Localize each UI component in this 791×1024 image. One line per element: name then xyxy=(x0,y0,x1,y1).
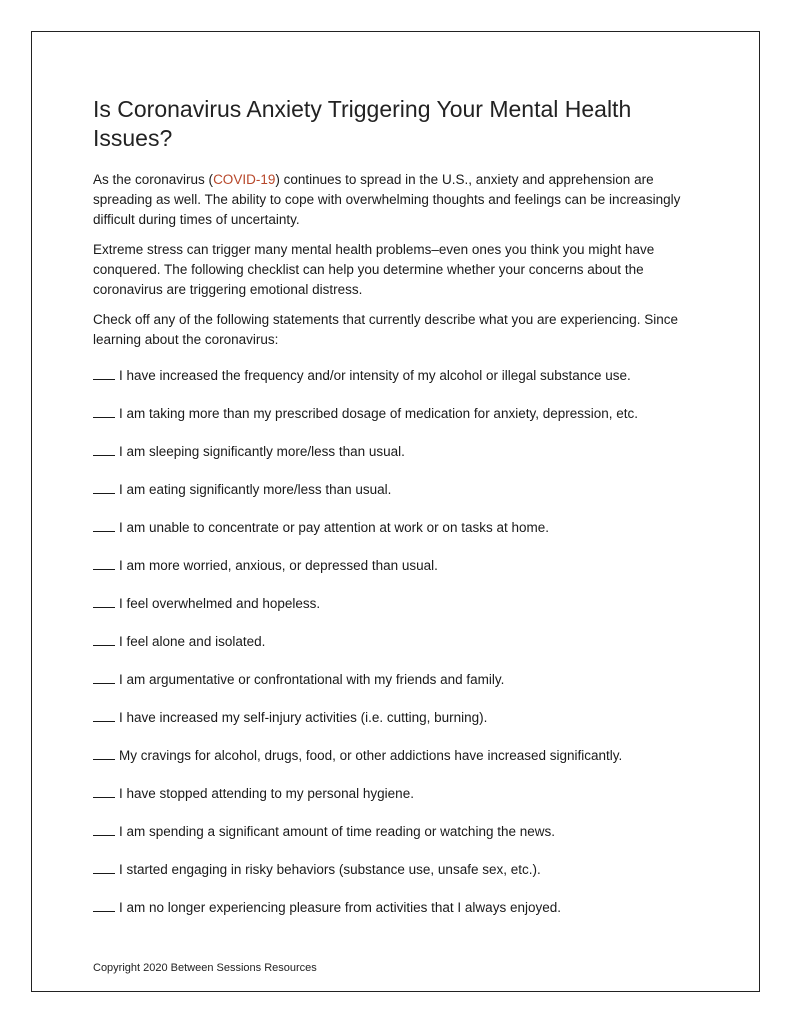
checklist-item[interactable] xyxy=(93,404,638,424)
checklist-item[interactable] xyxy=(93,442,405,462)
page-title: Is Coronavirus Anxiety Triggering Your Mental Health Issues? xyxy=(93,96,632,151)
checkbox-blank[interactable] xyxy=(93,746,115,760)
checklist-item-text: I started engaging in risky behaviors (substance use, unsafe sex, etc.). xyxy=(119,862,541,877)
checkbox-blank[interactable] xyxy=(93,518,115,532)
checklist-item[interactable] xyxy=(93,898,561,918)
checkbox-blank[interactable] xyxy=(93,860,115,874)
checkbox-blank[interactable] xyxy=(93,632,115,646)
checklist-item-text: I am taking more than my prescribed dosage of medication for anxiety, depression, etc. xyxy=(119,406,639,421)
checklist-item-text: My cravings for alcohol, drugs, food, or other addictions have increased significantly. xyxy=(119,748,623,763)
checklist-item[interactable] xyxy=(93,822,555,842)
checkbox-blank[interactable] xyxy=(93,366,115,380)
checkbox-blank[interactable] xyxy=(93,404,115,418)
checklist-item-text: I have increased my self-injury activities (i.e. cutting, burning). xyxy=(119,710,488,725)
intro-text-start: As the coronavirus ( xyxy=(93,172,214,187)
checklist-item-text: I have increased the frequency and/or intensity of my alcohol or illegal substance use. xyxy=(119,368,631,383)
checkbox-blank[interactable] xyxy=(93,556,115,570)
checklist-item[interactable] xyxy=(93,708,487,728)
checklist-item[interactable] xyxy=(93,746,622,766)
checklist-item[interactable] xyxy=(93,670,504,690)
checklist-item-text: I am argumentative or confrontational with my friends and family. xyxy=(119,672,505,687)
checklist-item-text: I am eating significantly more/less than usual. xyxy=(119,482,392,497)
checkbox-blank[interactable] xyxy=(93,822,115,836)
instruction-paragraph: Check off any of the following statements that currently describe what you are experiencing. Since learning about the coronavirus: xyxy=(93,312,679,347)
intro-paragraph xyxy=(93,170,693,230)
intro-text-end: ) continues to spread in the U.S., anxiety and apprehension are spreading as well. The ability to cope with overwhelming thoughts and feelings can be increasingly difficult during times of uncertainty. xyxy=(93,172,681,227)
checklist-item[interactable] xyxy=(93,480,391,500)
checklist-item[interactable] xyxy=(93,860,541,880)
checklist-item[interactable] xyxy=(93,556,438,576)
checkbox-blank[interactable] xyxy=(93,784,115,798)
checklist-item-text: I have stopped attending to my personal hygiene. xyxy=(119,786,414,801)
checklist-item-text: I am spending a significant amount of time reading or watching the news. xyxy=(119,824,555,839)
checkbox-blank[interactable] xyxy=(93,898,115,912)
covid-highlight: COVID-19 xyxy=(213,172,276,187)
checkbox-blank[interactable] xyxy=(93,670,115,684)
checklist-item-text: I am more worried, anxious, or depressed than usual. xyxy=(119,558,438,573)
checklist-item[interactable] xyxy=(93,632,265,652)
checklist-item-text: I am no longer experiencing pleasure from activities that I always enjoyed. xyxy=(119,900,561,915)
checklist-item-text: I am unable to concentrate or pay attention at work or on tasks at home. xyxy=(119,520,549,535)
checklist-item[interactable] xyxy=(93,366,631,386)
stress-paragraph: Extreme stress can trigger many mental health problems–even ones you think you might have conquered. The following checklist can help you determine whether your concerns about the coronavirus are triggering emotional distress. xyxy=(93,242,655,297)
checkbox-blank[interactable] xyxy=(93,708,115,722)
checklist-item[interactable] xyxy=(93,518,549,538)
checkbox-blank[interactable] xyxy=(93,594,115,608)
checklist-item[interactable] xyxy=(93,594,320,614)
checkbox-blank[interactable] xyxy=(93,480,115,494)
checklist-item[interactable] xyxy=(93,784,414,804)
checklist-item-text: I feel overwhelmed and hopeless. xyxy=(119,596,321,611)
copyright-footer: Copyright 2020 Between Sessions Resources xyxy=(93,962,317,974)
document-body xyxy=(93,95,693,360)
checklist-item-text: I feel alone and isolated. xyxy=(119,634,266,649)
checklist-item-text: I am sleeping significantly more/less than usual. xyxy=(119,444,405,459)
checkbox-blank[interactable] xyxy=(93,442,115,456)
